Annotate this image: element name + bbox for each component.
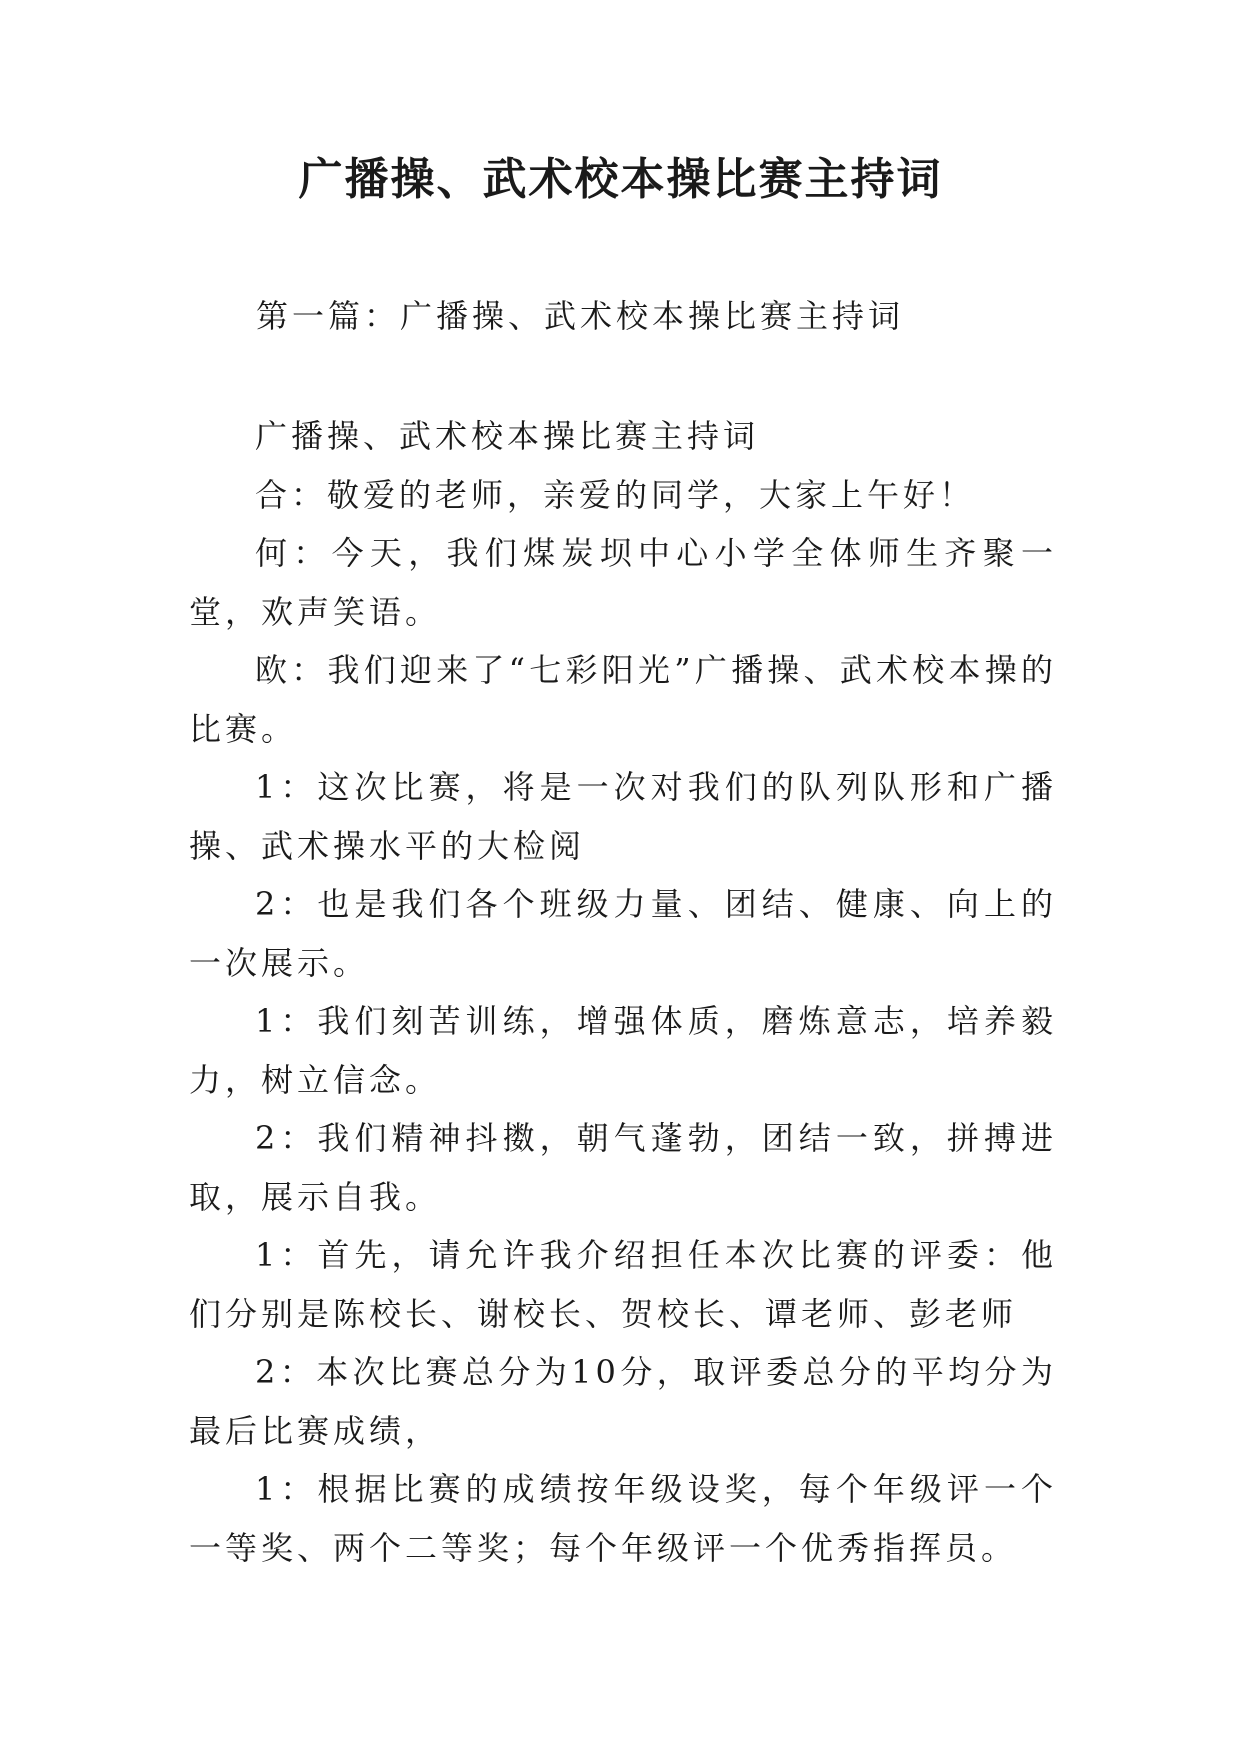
paragraph: 合：敬爱的老师，亲爱的同学，大家上午好！ [255,475,976,514]
document-title: 广播操、武术校本操比赛主持词 [298,154,943,205]
paragraph: 1：这次比赛，将是一次对我们的队列队形和广播操、武术操水平的大检阅 [189,768,1057,865]
paragraph: 2：本次比赛总分为10分，取评委总分的平均分为最后比赛成绩， [189,1353,1057,1450]
paragraph: 广播操、武术校本操比赛主持词 [255,417,760,455]
section-heading: 第一篇：广播操、武术校本操比赛主持词 [256,297,905,335]
document-body [189,407,1057,1577]
paragraph: 1：首先，请允许我介绍担任本次比赛的评委：他们分别是陈校长、谢校长、贺校长、谭老师、彭老师 [189,1236,1057,1333]
paragraph: 2：我们精神抖擞，朝气蓬勃，团结一致，拼搏进取，展示自我。 [189,1119,1057,1216]
paragraph: 何：今天，我们煤炭坝中心小学全体师生齐聚一堂，欢声笑语。 [189,534,1057,631]
paragraph: 2：也是我们各个班级力量、团结、健康、向上的一次展示。 [189,885,1057,982]
paragraph: 1：我们刻苦训练，增强体质，磨炼意志，培养毅力，树立信念。 [189,1002,1057,1099]
paragraph: 1：根据比赛的成绩按年级设奖，每个年级评一个一等奖、两个二等奖；每个年级评一个优秀指挥员。 [189,1470,1057,1567]
paragraph: 欧：我们迎来了“七彩阳光”广播操、武术校本操的比赛。 [189,651,1057,748]
